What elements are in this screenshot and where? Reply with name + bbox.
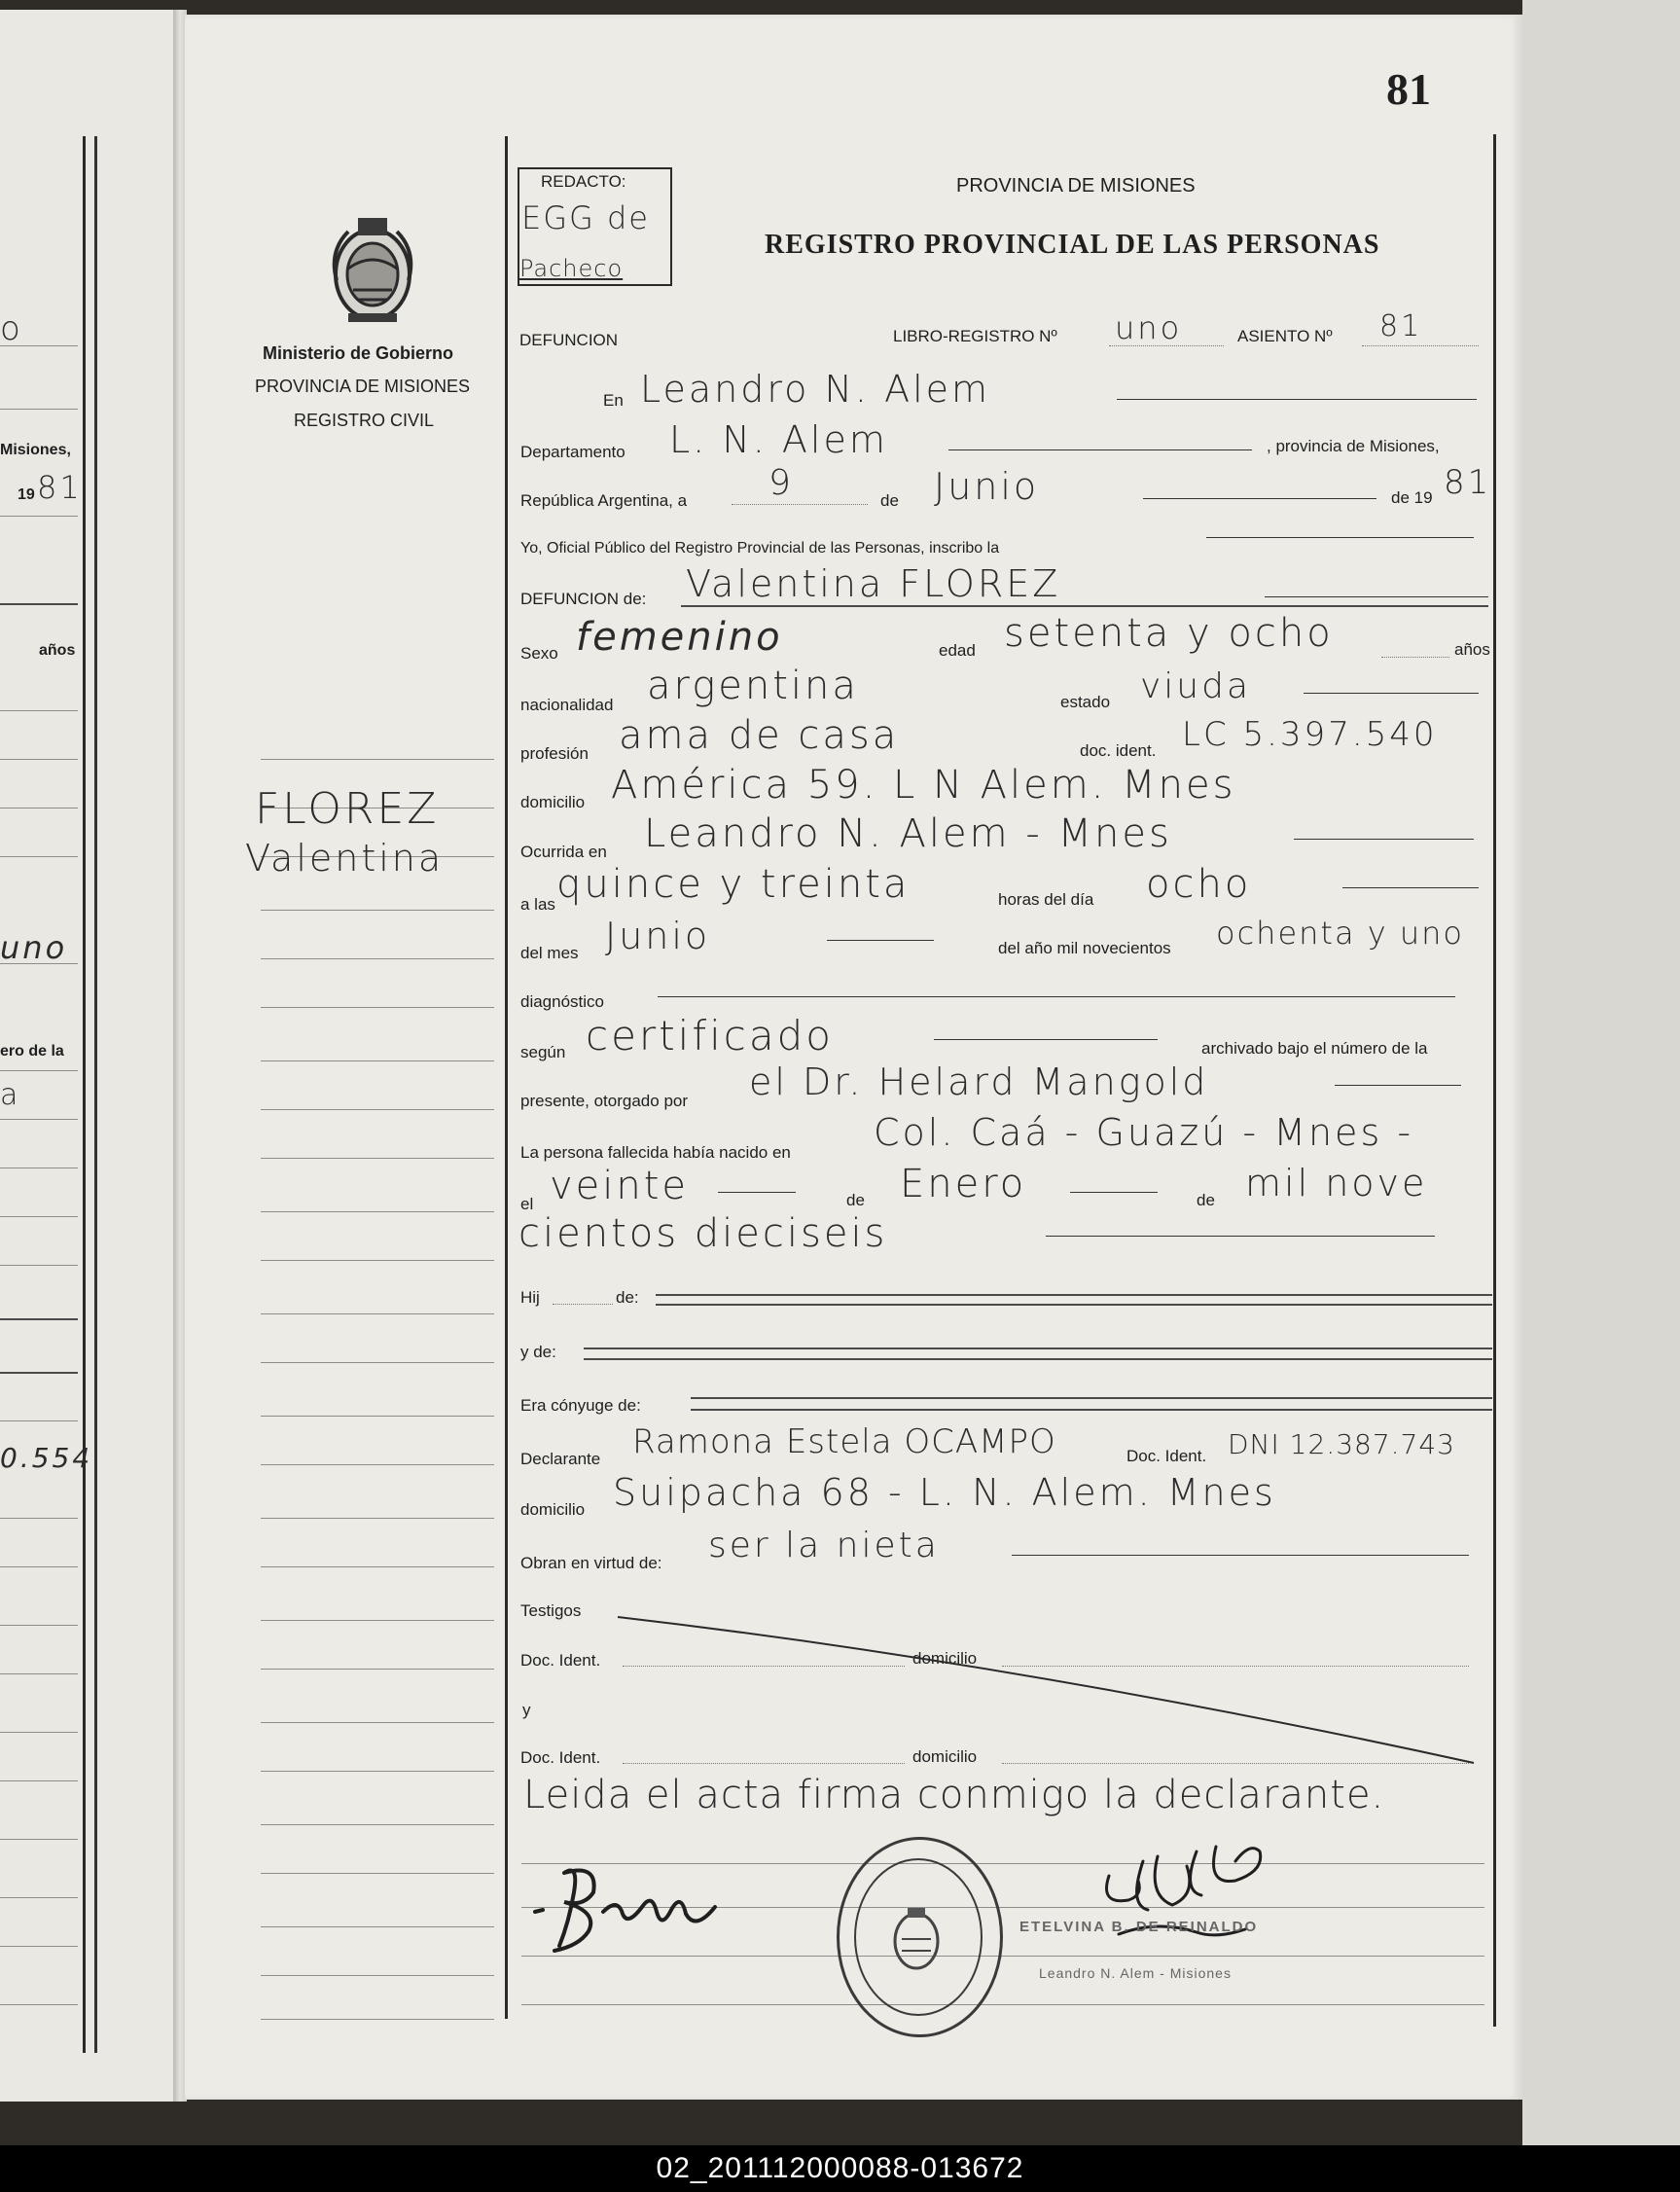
- segun-value: certificado: [586, 1012, 834, 1060]
- defuncion-de-value: Valentina FLOREZ: [686, 562, 1061, 605]
- declarante-label: Declarante: [520, 1450, 601, 1468]
- obran-value: ser la nieta: [708, 1526, 940, 1565]
- conyuge-label: Era cónyuge de:: [520, 1396, 641, 1415]
- margin-given-name: Valentina: [245, 837, 445, 880]
- stamp-location: Leandro N. Alem - Misiones: [1039, 1965, 1232, 1981]
- de19-label: de 19: [1391, 488, 1433, 507]
- decl-doc-label: Doc. Ident.: [1126, 1447, 1207, 1465]
- del-mes-label: del mes: [520, 944, 579, 962]
- nacido-value: Col. Caá - Guazú - Mnes -: [874, 1111, 1414, 1154]
- edad-label: edad: [939, 641, 976, 660]
- anio-value: 81: [1444, 463, 1492, 502]
- doc-value: LC 5.397.540: [1182, 715, 1438, 754]
- anos-label: años: [1454, 640, 1490, 659]
- cientos-value: cientos dieciseis: [518, 1211, 888, 1256]
- anio-mil-value: ochenta y uno: [1216, 915, 1464, 952]
- left-fragment-0554: 0.554: [0, 1442, 93, 1474]
- coat-of-arms-icon: [319, 212, 426, 327]
- de3-value: mil nove: [1245, 1162, 1428, 1204]
- presente-value: el Dr. Helard Mangold: [749, 1060, 1209, 1103]
- estado-label: estado: [1060, 693, 1111, 711]
- sexo-value: femenino: [576, 615, 783, 660]
- declarante-value: Ramona Estela OCAMPO: [632, 1422, 1056, 1461]
- hij-de-label: de:: [616, 1288, 639, 1307]
- page-number: 81: [1386, 64, 1431, 114]
- hij-label: Hij: [520, 1288, 540, 1307]
- margin-registry: REGISTRO CIVIL: [294, 411, 435, 430]
- seal-arms-icon: [880, 1902, 953, 1975]
- doc-label: doc. ident.: [1080, 741, 1157, 760]
- departamento-value: L. N. Alem: [669, 418, 888, 461]
- nacionalidad-label: nacionalidad: [520, 696, 614, 714]
- de-label: de: [880, 491, 899, 510]
- profesion-label: profesión: [520, 744, 589, 763]
- diagnostico-label: diagnóstico: [520, 992, 605, 1011]
- y-de-label: y de:: [520, 1343, 556, 1361]
- left-fragment-uno: uno: [0, 929, 68, 966]
- header-province: PROVINCIA DE MISIONES: [956, 175, 1196, 197]
- leida-value: Leida el acta firma conmigo la declarante.: [523, 1773, 1385, 1817]
- footer-image-id: 02_201112000088-013672: [656, 2152, 1024, 2184]
- testigos-label: Testigos: [520, 1601, 582, 1620]
- redacto-value-1: EGG de: [521, 199, 650, 236]
- left-fragment-misiones: Misiones,: [0, 442, 71, 458]
- ocurrida-label: Ocurrida en: [520, 843, 607, 861]
- presente-label: presente, otorgado por: [520, 1092, 689, 1110]
- left-fragment-81: 81: [37, 469, 83, 506]
- en-value: Leandro N. Alem: [640, 368, 991, 411]
- ocurrida-value: Leandro N. Alem - Mnes: [644, 811, 1172, 856]
- decl-dom-value: Suipacha 68 - L. N. Alem. Mnes: [613, 1471, 1276, 1514]
- edad-value: setenta y ocho: [1004, 611, 1334, 656]
- page-left-rule: [94, 136, 97, 2053]
- sexo-label: Sexo: [520, 644, 558, 663]
- defuncion-heading: DEFUNCION: [519, 331, 619, 349]
- redacto-label: REDACTO:: [541, 172, 626, 191]
- domicilio-label: domicilio: [520, 793, 586, 811]
- left-fragment-o: o: [0, 309, 23, 348]
- del-mes-value: Junio: [605, 915, 711, 957]
- libro-label: LIBRO-REGISTRO Nº: [893, 327, 1057, 345]
- estado-value: viuda: [1140, 666, 1252, 706]
- horas-label: horas del día: [998, 890, 1094, 909]
- left-fragment-19: 19: [18, 486, 35, 503]
- header-title: REGISTRO PROVINCIAL DE LAS PERSONAS: [765, 230, 1380, 260]
- yo-oficial-text: Yo, Oficial Público del Registro Provincial de las Personas, inscribo la: [520, 540, 1000, 557]
- a-las-label: a las: [520, 895, 555, 914]
- el-label: el: [520, 1195, 534, 1213]
- anio-mil-label: del año mil novecientos: [998, 939, 1171, 957]
- decl-dom-label: domicilio: [520, 1500, 586, 1519]
- margin-province: PROVINCIA DE MISIONES: [255, 377, 471, 396]
- left-page-rule: [83, 136, 86, 2053]
- el-value: veinte: [550, 1164, 690, 1208]
- asiento-value: 81: [1379, 309, 1423, 343]
- left-fragment-ero: ero de la: [0, 1043, 64, 1060]
- defuncion-de-label: DEFUNCION de:: [520, 590, 647, 608]
- left-fragment-anos: años: [39, 642, 76, 659]
- de2-label: de: [846, 1191, 865, 1209]
- page-right-rule: [1493, 134, 1496, 2027]
- decl-doc-value: DNI 12.387.743: [1228, 1428, 1455, 1460]
- departamento-label: Departamento: [520, 443, 626, 461]
- de3-label: de: [1197, 1191, 1215, 1209]
- mes-value: Junio: [934, 465, 1040, 508]
- declarant-signature-icon: [525, 1853, 739, 1960]
- asiento-label: ASIENTO Nº: [1237, 327, 1333, 345]
- margin-rule: [505, 136, 508, 2019]
- domicilio-value: América 59. L N Alem. Mnes: [611, 763, 1236, 808]
- margin-ministry: Ministerio de Gobierno: [263, 343, 454, 363]
- testigos-strike-line: [603, 1605, 1483, 1771]
- testigo2-dom-label: domicilio: [912, 1747, 978, 1766]
- en-label: En: [603, 391, 624, 410]
- dia-value: 9: [769, 463, 794, 503]
- republica-label: República Argentina, a: [520, 491, 688, 510]
- redacto-value-2: Pacheco: [519, 255, 624, 282]
- profesion-value: ama de casa: [619, 713, 900, 758]
- archivado-label: archivado bajo el número de la: [1201, 1039, 1428, 1058]
- a-las-value: quince y treinta: [556, 862, 911, 907]
- segun-label: según: [520, 1043, 566, 1061]
- testigo2-doc-label: Doc. Ident.: [520, 1748, 601, 1767]
- nacido-label: La persona fallecida había nacido en: [520, 1143, 791, 1162]
- stamp-name: ETELVINA B. DE REINALDO: [1019, 1919, 1259, 1935]
- nacionalidad-value: argentina: [647, 664, 859, 708]
- testigo1-dom-label: domicilio: [912, 1649, 978, 1668]
- backdrop: [1522, 0, 1680, 2145]
- de2-value: Enero: [900, 1162, 1027, 1206]
- provincia-suffix: , provincia de Misiones,: [1267, 437, 1440, 455]
- margin-surname: FLOREZ: [255, 784, 440, 834]
- testigo-y-label: y: [522, 1701, 531, 1719]
- obran-label: Obran en virtud de:: [520, 1554, 662, 1572]
- testigo1-doc-label: Doc. Ident.: [520, 1651, 601, 1670]
- left-fragment-a: a: [0, 1078, 21, 1112]
- horas-value: ocho: [1146, 862, 1252, 907]
- libro-value: uno: [1115, 309, 1183, 346]
